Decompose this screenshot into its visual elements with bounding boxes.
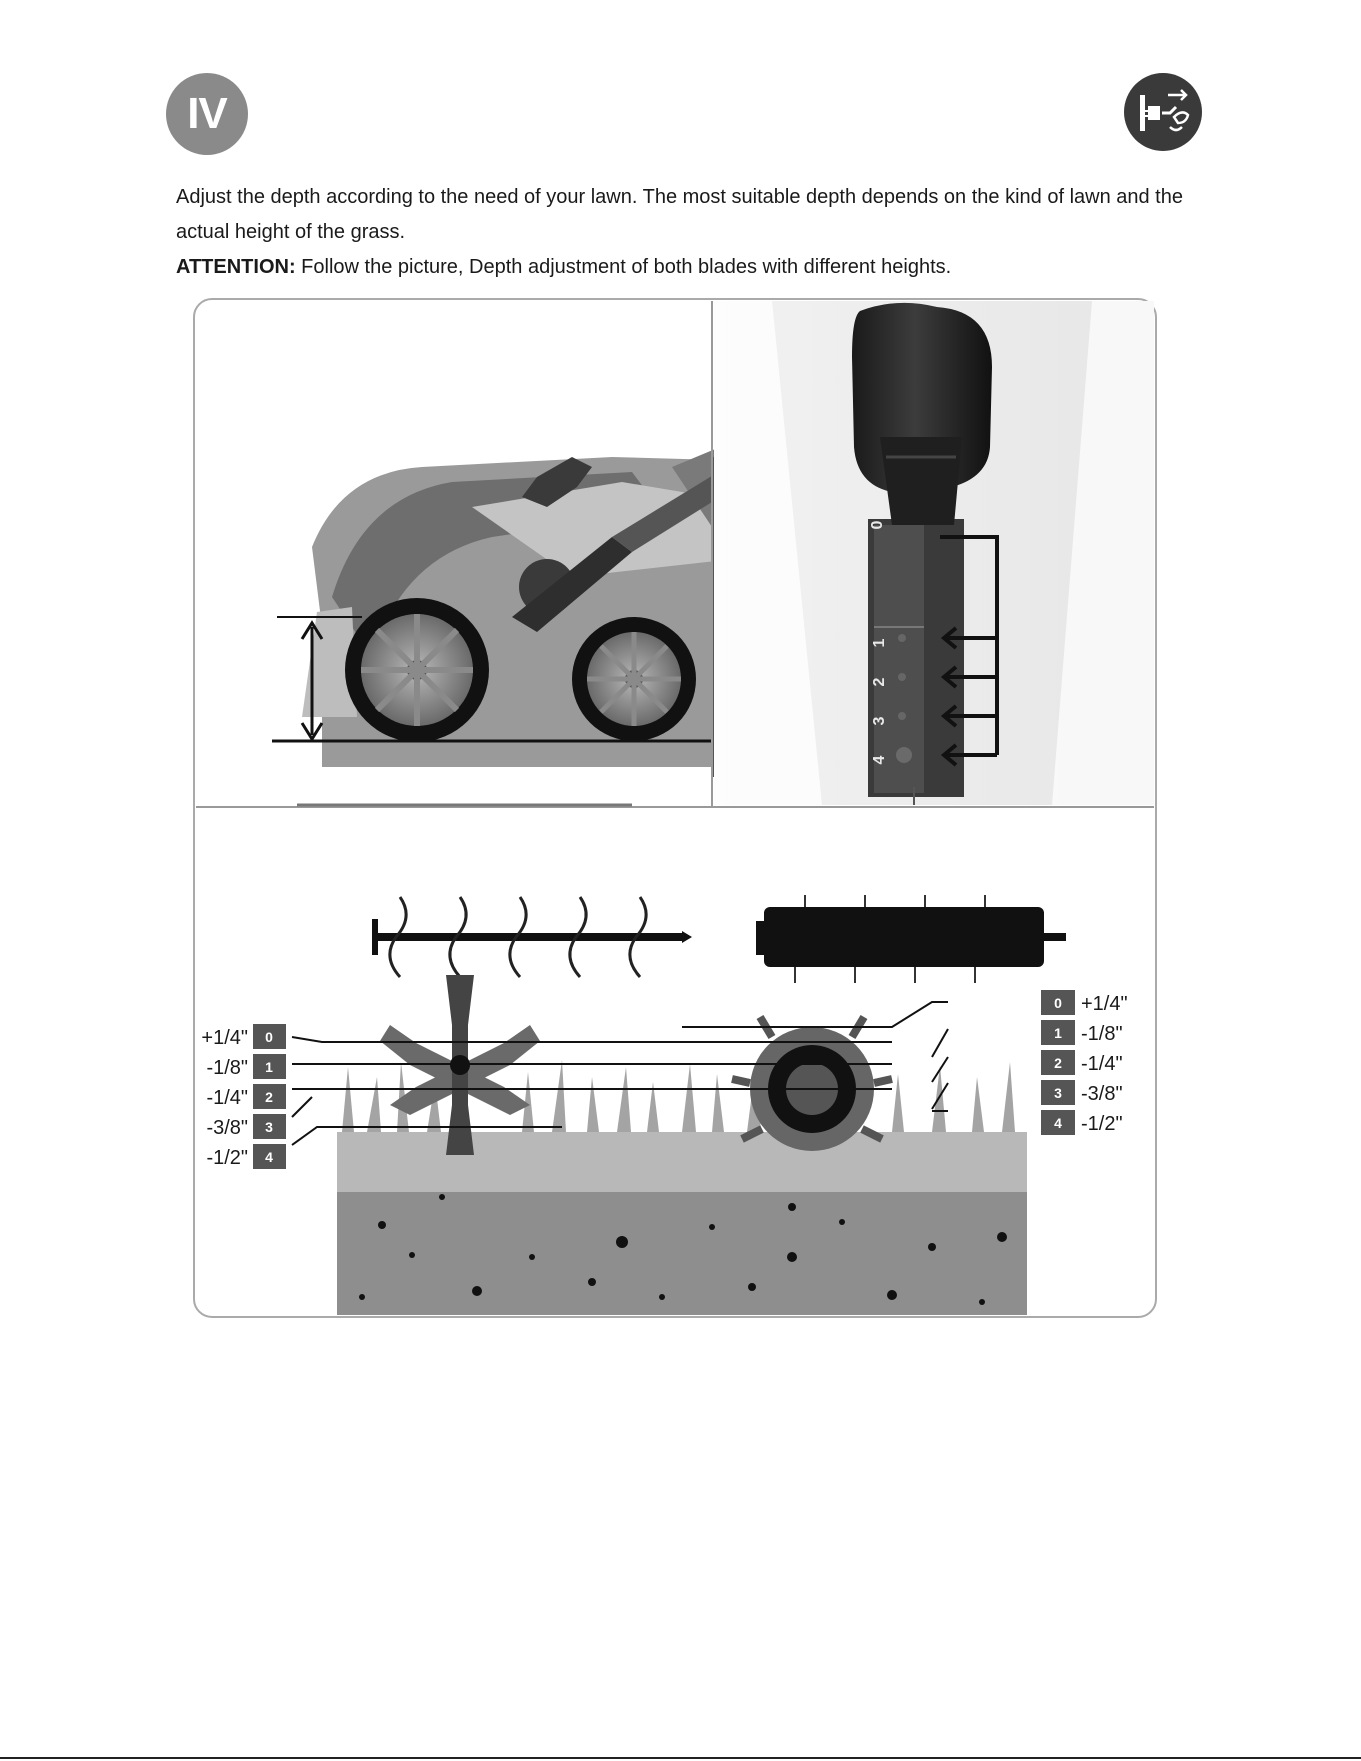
depth-box: 3 xyxy=(265,1119,273,1135)
dial-position: 0 xyxy=(869,520,886,530)
depth-label: -1/8" xyxy=(1081,1023,1123,1045)
attention-label: ATTENTION: xyxy=(176,256,296,278)
depth-box: 0 xyxy=(265,1029,273,1045)
depth-level xyxy=(206,1114,286,1139)
depth-level xyxy=(1041,1050,1123,1075)
attention-text: Follow the picture, Depth adjustment of both blades with different heights. xyxy=(295,256,952,278)
depth-label: -1/2" xyxy=(1081,1113,1123,1135)
depth-level xyxy=(1041,1020,1123,1045)
depth-label: +1/4" xyxy=(1081,993,1128,1015)
depth-adjustment-illustration xyxy=(192,297,1158,1319)
front-wheel xyxy=(572,617,696,741)
intro-text xyxy=(176,180,1186,285)
depth-box: 3 xyxy=(1054,1085,1062,1101)
depth-box: 0 xyxy=(1054,995,1062,1011)
depth-level xyxy=(206,1144,286,1169)
depth-box: 4 xyxy=(265,1149,273,1165)
rear-wheel xyxy=(345,598,489,742)
depth-box: 2 xyxy=(1054,1055,1062,1071)
depth-level xyxy=(206,1084,286,1109)
depth-scale-left xyxy=(201,1024,286,1169)
depth-label: +1/4" xyxy=(201,1027,248,1049)
page-bottom-rule xyxy=(0,1757,1361,1759)
depth-box: 1 xyxy=(1054,1025,1062,1041)
depth-box: 4 xyxy=(1054,1115,1062,1131)
depth-label: -1/8" xyxy=(206,1057,248,1079)
depth-level xyxy=(1041,1080,1123,1105)
depth-label: -1/2" xyxy=(206,1147,248,1169)
depth-label: -1/4" xyxy=(206,1087,248,1109)
step-number-badge: IV xyxy=(166,73,248,155)
depth-level xyxy=(1041,1110,1123,1135)
dial-position: 1 xyxy=(871,638,888,648)
depth-adjustment-knob xyxy=(714,301,1154,805)
intro-paragraph: Adjust the depth according to the need of your lawn. The most suitable depth depends on the kind of lawn and the actual height of the grass. xyxy=(176,186,1183,243)
depth-level xyxy=(1041,990,1128,1015)
dial-position: 3 xyxy=(871,716,888,726)
depth-label: -3/8" xyxy=(1081,1083,1123,1105)
depth-box: 1 xyxy=(265,1059,273,1075)
depth-label: -1/4" xyxy=(1081,1053,1123,1075)
depth-level xyxy=(206,1054,286,1079)
depth-scale-right xyxy=(1041,990,1128,1135)
unplug-power-icon xyxy=(1124,73,1202,151)
depth-level xyxy=(201,1024,286,1049)
depth-box: 2 xyxy=(265,1089,273,1105)
depth-adjustment-figure xyxy=(192,297,1158,1319)
dial-position: 4 xyxy=(871,755,888,765)
depth-label: -3/8" xyxy=(206,1117,248,1139)
dial-position: 2 xyxy=(871,677,888,687)
attention-paragraph xyxy=(176,250,1186,285)
